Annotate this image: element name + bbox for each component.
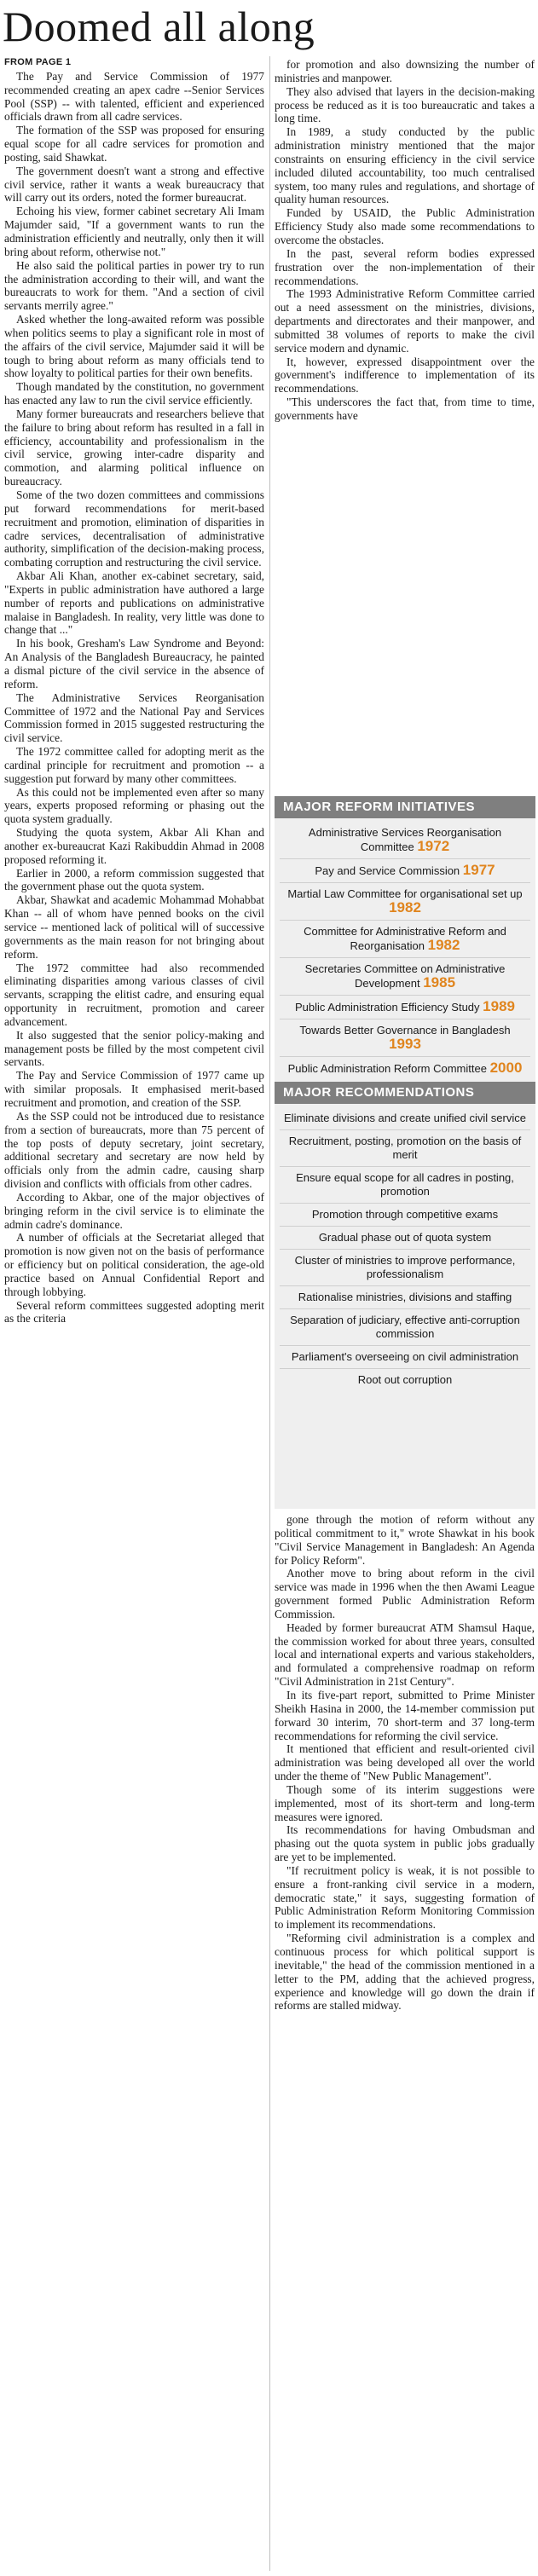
article-paragraph: In its five-part report, submitted to Prime Minister Sheikh Hasina in 2000, the 14-member commission put forward 30 interim, 70 short-term and 37 long-term recommendations for reforming the civil service.	[275, 1688, 535, 1742]
article-paragraph: He also said the political parties in power try to run the administration according to their will, and want the bureaucrats to work for them. "And a section of civil servants merrily agree."	[4, 258, 264, 313]
recommendation-item: Gradual phase out of quota system	[280, 1227, 530, 1250]
article-paragraph: Asked whether the long-awaited reform was possible when politics seems to play a significant role in most of the affairs of the civil service, Majumder said it will be tough to bring about reform as many officials tend to show loyalty to political parties for their own benefits.	[4, 313, 264, 380]
article-paragraph: The Pay and Service Commission of 1977 recommended creating an apex cadre --Senior Services Pool (SSP) -- with talented, efficient and experienced officials drawn from all cadre services.	[4, 69, 264, 124]
article-paragraph: Echoing his view, former cabinet secretary Ali Imam Majumder said, "If a government wants to run the administration efficiently and neutrally, only then it will bring about reform, otherwise not."	[4, 205, 264, 258]
article-paragraph: "This underscores the fact that, from time to time, governments have	[275, 396, 535, 422]
article-paragraph: As this could not be implemented even after so many years, experts proposed reforming or phasing out the quota system gradually.	[4, 785, 264, 826]
article-paragraph: Several reform committees suggested adopting merit as the criteria	[4, 1298, 264, 1326]
article-paragraph: The 1993 Administrative Reform Committee carried out a need assessment on the ministries, divisions, departments and directorates and their manpower, and submitted 38 volumes of reports to make the civil service modern and dynamic.	[275, 287, 535, 355]
article-column-right-bottom	[275, 1513, 535, 2572]
article-paragraph: Akbar Ali Khan, another ex-cabinet secretary, said, "Experts in public administration have authored a large number of reports and publications on administrative malaise in Bangladesh. In reality, very little was done to change that ..."	[4, 569, 264, 637]
article-paragraph: The government doesn't want a strong and effective civil service, rather it wants a weak bureaucracy that will carry out its orders, noted the former bureaucrat.	[4, 164, 264, 205]
reform-sidebar	[275, 796, 535, 1509]
article-paragraph: They also advised that layers in the decision-making process be reduced as it is too bureaucratic and takes a long time.	[275, 84, 535, 125]
recommendation-item: Eliminate divisions and create unified civil service	[280, 1107, 530, 1130]
article-paragraph: The Administrative Services Reorganisation Committee of 1972 and the National Pay and Services Commission formed in 2015 suggested restructuring the civil service.	[4, 690, 264, 745]
initiative-item	[280, 1019, 530, 1057]
article-paragraph: In 1989, a study conducted by the public administration ministry mentioned that the major constraints on ensuring efficiency in the civil service included diluted accountability, too much centralised system, too many rules and regulations, and shortage of quality human resources.	[275, 125, 535, 206]
recommendation-item: Root out corruption	[357, 1373, 453, 1386]
article-paragraph: A number of officials at the Secretariat alleged that promotion is now given not on the basis of performance or efficiency but on political consideration, the age-old practice based on Annual Confidential Report and through lobbying.	[4, 1231, 264, 1298]
article-paragraph: In his book, Gresham's Law Syndrome and Beyond: An Analysis of the Bangladesh Bureaucracy, he painted a dismal picture of the civil service in the absence of reform.	[4, 637, 264, 690]
article-paragraph: Its recommendations for having Ombudsman and phasing out the quota system in public jobs gradually are yet to be implemented.	[275, 1823, 535, 1864]
recommendations-heading: MAJOR RECOMMENDATIONS	[275, 1082, 535, 1104]
initiative-name: Towards Better Governance in Bangladesh	[299, 1024, 511, 1037]
initiative-year: 1982	[389, 899, 421, 915]
article-paragraph: It, however, expressed disappointment over the government's indifference to implementation of its recommendations.	[275, 355, 535, 396]
article-paragraph: Earlier in 2000, a reform commission suggested that the government phase out the quota system.	[4, 866, 264, 893]
initiative-name: Committee for Administrative Reform and Reorganisation	[304, 925, 506, 952]
initiative-year: 2000	[489, 1060, 523, 1076]
article-paragraph: The 1972 committee had also recommended eliminating disparities among various classes of civil servants, scrapping the elitist cadre, and ensuring equal opportunity in recruitment, promotion and career advancement.	[4, 961, 264, 1028]
initiative-year: 1972	[417, 838, 450, 854]
initiative-item	[280, 883, 530, 921]
initiative-item	[280, 822, 530, 859]
initiative-year: 1989	[483, 998, 515, 1014]
initiative-item	[280, 1057, 530, 1080]
article-paragraph: Some of the two dozen committees and commissions put forward recommendations for merit-based recruitment and promotion, elimination of disparities in cadre services, decentralisation of administrative authority, simplification of the decision-making process, combating corruption and restructuring the civil service.	[4, 488, 264, 569]
article-paragraph: Funded by USAID, the Public Administration Efficiency Study also made some recommendations to overcome the obstacles.	[275, 206, 535, 246]
article-column-right-top	[275, 58, 535, 795]
initiatives-list	[275, 818, 535, 1080]
initiative-year: 1982	[427, 937, 460, 953]
article-paragraph: The formation of the SSP was proposed for ensuring equal scope for all cadre services for promotion and posting, said Shawkat.	[4, 124, 264, 164]
article-paragraph: It also suggested that the senior policy-making and management posts be filled by the most competent civil servants.	[4, 1028, 264, 1069]
article-paragraph: The 1972 committee called for adopting merit as the cardinal principle for recruitment and promotion -- a suggestion put forward by many other committees.	[4, 745, 264, 785]
initiatives-heading: MAJOR REFORM INITIATIVES	[275, 796, 535, 818]
initiative-item	[280, 921, 530, 958]
initiative-item	[280, 996, 530, 1019]
initiative-name: Pay and Service Commission	[315, 864, 460, 877]
article-paragraph: "If recruitment policy is weak, it is not possible to ensure a front-ranking civil service in a modern, democratic state," it says, suggesting formation of Public Administration Reform Monitoring Commission to implement its recommendations.	[275, 1863, 535, 1932]
article-paragraph: Though mandated by the constitution, no government has enacted any law to run the civil service efficiently.	[4, 380, 264, 407]
article-paragraph: for promotion and also downsizing the number of ministries and manpower.	[275, 58, 535, 84]
article-paragraph: As the SSP could not be introduced due to resistance from a section of bureaucrats, more than 75 percent of the top posts of deputy secretary, joint secretary, additional secretary and secretary are now held by officials only from the admin cadre, causing sharp division and conflicts with officials from other cadres.	[4, 1109, 264, 1191]
recommendations-list	[275, 1104, 535, 1391]
article-column-left	[4, 56, 264, 2571]
initiative-name: Public Administration Efficiency Study	[295, 1001, 480, 1014]
initiative-year: 1993	[389, 1036, 421, 1052]
initiative-name: Public Administration Reform Committee	[287, 1062, 487, 1075]
initiative-year: 1985	[423, 974, 456, 991]
article-paragraph: Studying the quota system, Akbar Ali Khan and another ex-bureaucrat Kazi Rakibuddin Ahmad in 2008 proposed reforming it.	[4, 826, 264, 866]
column-rule	[269, 56, 270, 2571]
article-paragraph: According to Akbar, one of the major objectives of bringing reform in the civil service is to eliminate the admin cadre's dominance.	[4, 1190, 264, 1231]
article-paragraph: In the past, several reform bodies expressed frustration over the non-implementation of their recommendations.	[275, 246, 535, 287]
article-paragraph: It mentioned that efficient and result-oriented civil administration was being developed all over the world under the theme of "New Public Management".	[275, 1742, 535, 1783]
initiative-year: 1977	[462, 862, 495, 878]
initiative-item	[280, 958, 530, 996]
article-paragraph: The Pay and Service Commission of 1977 came up with similar proposals. It emphasised merit-based recruitment and promotion, and creation of the SSP.	[4, 1069, 264, 1109]
recommendation-item: Promotion through competitive exams	[280, 1204, 530, 1227]
initiative-item	[280, 859, 530, 883]
recommendation-item: Separation of judiciary, effective anti-corruption commission	[280, 1309, 530, 1346]
recommendation-item: Cluster of ministries to improve performance, professionalism	[280, 1250, 530, 1286]
initiative-name: Secretaries Committee on Administrative Development	[304, 962, 506, 990]
initiative-name: Martial Law Committee for organisational set up	[287, 887, 523, 900]
article-paragraph: Many former bureaucrats and researchers believe that the failure to bring about reform has resulted in a fall in efficiency, accountability and professionalism in the civil service, growing inter-cadre disparity and commotion, and alarming political influence on bureaucracy.	[4, 407, 264, 488]
article-paragraph: Headed by former bureaucrat ATM Shamsul Haque, the commission worked for about three years, consulted local and international experts and various stakeholders, and formulated a comprehensive roadmap on reform "Civil Administration in 21st Century".	[275, 1620, 535, 1689]
article-paragraph: gone through the motion of reform without any political commitment to it," wrote Shawkat in his book "Civil Service Management in Bangladesh: An Agenda for Policy Reform".	[275, 1513, 535, 1567]
article-paragraph: Though some of its interim suggestions were implemented, most of its short-term and long-term measures were ignored.	[275, 1782, 535, 1823]
article-paragraph: Akbar, Shawkat and academic Mohammad Mohabbat Khan -- all of whom have penned books on the civil service -- mentioned lack of political will of successive governments as the main reason for not bringing about reform.	[4, 893, 264, 961]
article-paragraph: Another move to bring about reform in the civil service was made in 1996 when the then Awami League government formed Public Administration Reform Commission.	[275, 1567, 535, 1620]
article-paragraph: "Reforming civil administration is a complex and continuous process for which political support is inevitable," the head of the commission mentioned in a letter to the PM, adding that the achieved progress, experience and knowledge will go down the drain if reforms are stalled midway.	[275, 1932, 535, 2013]
recommendation-item: Rationalise ministries, divisions and staffing	[280, 1286, 530, 1309]
recommendation-item: Recruitment, posting, promotion on the basis of merit	[280, 1130, 530, 1167]
headline: Doomed all along	[3, 3, 315, 50]
initiative-name: Administrative Services Reorganisation Committee	[308, 826, 502, 853]
from-page-label: FROM PAGE 1	[4, 57, 72, 67]
recommendation-item: Parliament's overseeing on civil administration	[280, 1346, 530, 1369]
recommendation-item: Ensure equal scope for all cadres in posting, promotion	[280, 1167, 530, 1204]
